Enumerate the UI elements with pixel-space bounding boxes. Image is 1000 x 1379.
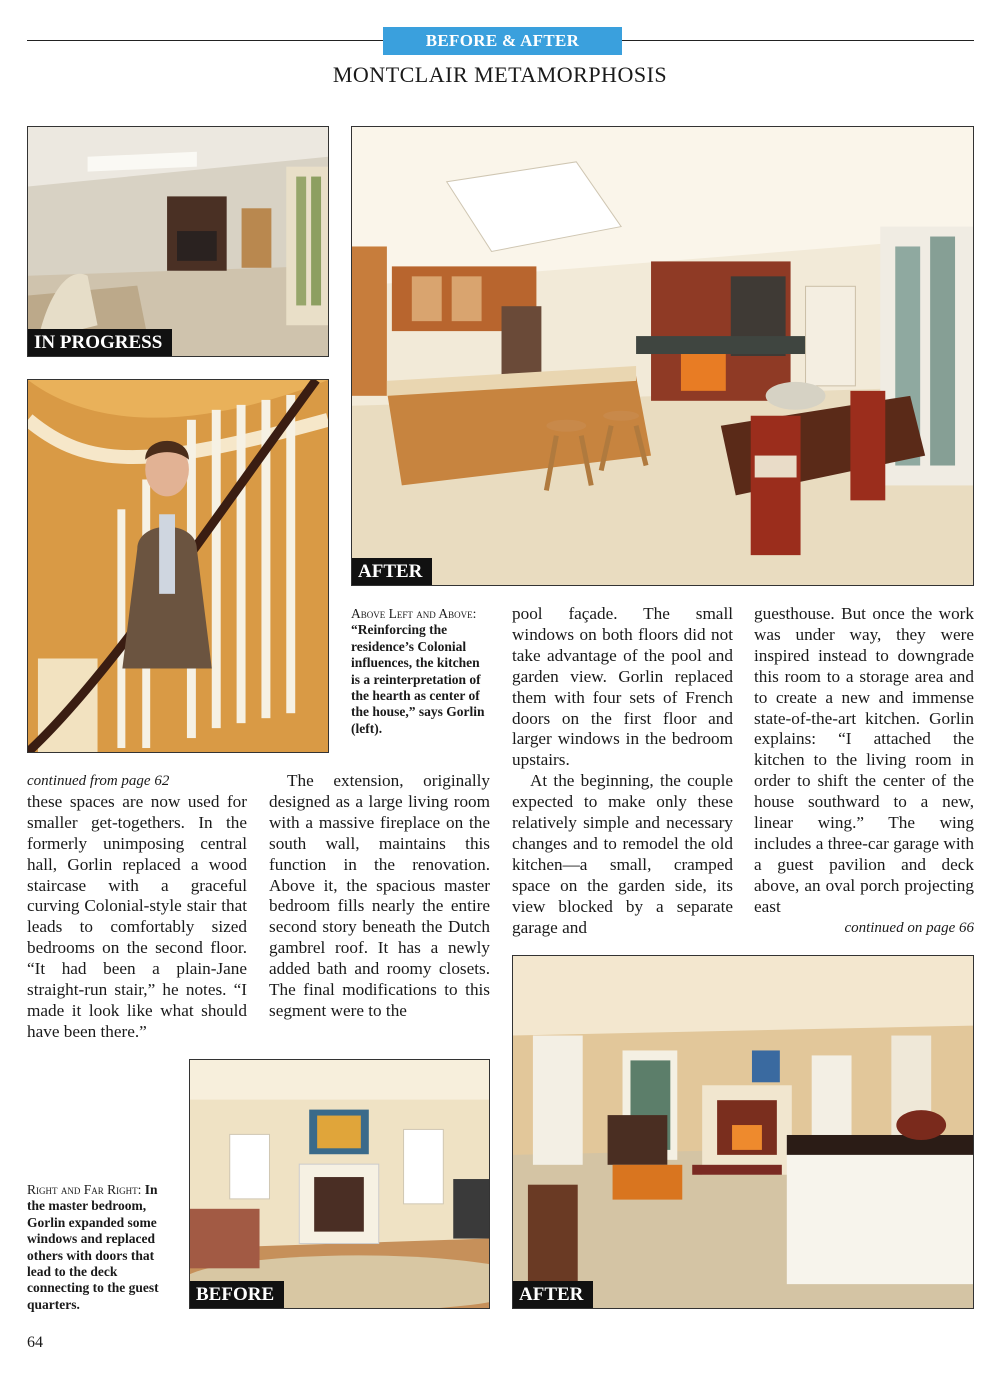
caption-bedroom-text: In the master bedroom, Gorlin expanded some windows and replaced others with doors that lead to the deck connecting to the guest quarters. (27, 1182, 159, 1312)
article-col1-text: these spaces are now used for smaller get-togethers. In the formerly unimposing central hall, Gorlin replaced a wood staircase with a graceful curving Colonial-style stair that leads to comfortably sized bedrooms on the second floor. “It had been a plain-Jane straight-run stair,” he notes. “I made it look like what should have been there.” (27, 791, 247, 1041)
page-title: MONTCLAIR METAMORPHOSIS (332, 62, 668, 87)
article-col4-text: guesthouse. But once the work was under way, they were inspired instead to downgrade this room to a storage area and to create a new and immense state-of-the-art kitchen. Gorlin explains: “I attached the kitchen to the living room in order to shift the center of the house southward to a new, linear wing.” The wing includes a three-car garage with a guest pavilion and deck above, an oval porch projecting east (754, 604, 974, 916)
photo-in-progress (27, 126, 329, 357)
bedroom-before-label: BEFORE (190, 1281, 284, 1308)
article-column-4 (754, 604, 974, 939)
caption-kitchen-text: “Reinforcing the residence’s Colonial influences, the kitchen is a reinterpretation of the hearth as center of the house,” says Gorlin (left). (351, 622, 485, 736)
caption-kitchen (351, 606, 491, 737)
article-column-1 (27, 771, 247, 1043)
article-col2-text: The extension, originally designed as a large living room with a massive fireplace on the south wall, maintains this function in the renovation. Above it, the spacious master bedroom fills nearly the entire second story beneath the Dutch gambrel roof. It has a newly added bath and roomy closets. The final modifications to this segment were to the (269, 771, 490, 1020)
caption-bedroom (27, 1182, 173, 1313)
photo-kitchen-after (351, 126, 974, 586)
header-rule-left (27, 40, 383, 41)
page-number: 64 (27, 1334, 43, 1351)
bedroom-after-label: AFTER (513, 1281, 593, 1308)
photo-bedroom-before (189, 1059, 490, 1309)
caption-bedroom-lead: Right and Far Right: (27, 1182, 142, 1197)
caption-kitchen-lead: Above Left and Above: (351, 606, 477, 621)
article-column-3 (512, 604, 733, 939)
kitchen-after-label: AFTER (352, 558, 432, 585)
article-col3-p2: At the beginning, the couple expected to make only these relatively simple and necessary changes and to remodel the old kitchen—a small, cramped space on the garden side, its view blocked by a separate garage and (512, 771, 733, 937)
in-progress-label: IN PROGRESS (28, 329, 172, 356)
header-rule-right (622, 40, 974, 41)
continued-from: continued from page 62 (27, 773, 170, 789)
article-column-2 (269, 771, 490, 1022)
section-tag: BEFORE & AFTER (383, 27, 622, 55)
photo-bedroom-after (512, 955, 974, 1309)
continued-on: continued on page 66 (844, 919, 974, 936)
article-col3-p1: pool façade. The small windows on both floors did not take advantage of the pool and garden view. Gorlin replaced them with four sets of French doors on the first floor and larger windows in the bedroom upstairs. (512, 604, 733, 770)
photo-architect-staircase (27, 379, 329, 753)
